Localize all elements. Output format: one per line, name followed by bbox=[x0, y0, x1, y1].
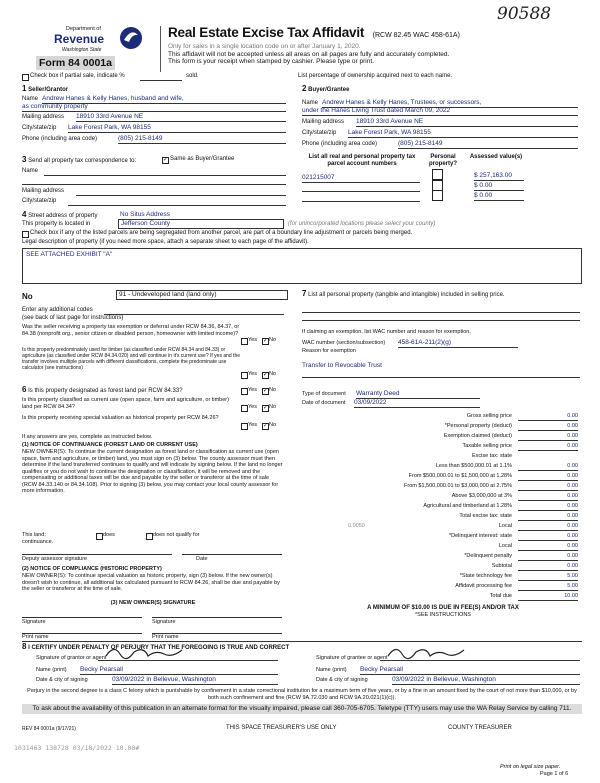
historic-no-checkbox[interactable]: ✓ bbox=[263, 423, 269, 429]
additional-codes-label: Enter any additional codes bbox=[22, 307, 93, 313]
section-5-number: No bbox=[22, 292, 33, 301]
buyer-name-line2[interactable]: under the Hanes Living Trust dated March 09, 2022 bbox=[302, 107, 578, 116]
dor-logo bbox=[22, 26, 162, 74]
land-does-not-label: does not qualify for bbox=[153, 532, 200, 538]
see-instructions: *SEE INSTRUCTIONS bbox=[415, 612, 471, 618]
legal-paper-note: Print on legal size paper. bbox=[500, 764, 561, 770]
seller-city-field[interactable]: Lake Forest Park, WA 98155 bbox=[68, 124, 286, 133]
historic-yes-label: Yes bbox=[248, 422, 257, 428]
header-note-3: This form is your receipt when stamped by cashier. Please type or print. bbox=[168, 58, 374, 65]
seller-city-label: City/state/zip bbox=[22, 125, 57, 131]
buyer-name-label: Name bbox=[302, 100, 319, 106]
header-note-1: Only for sales in a single location code on or after January 1, 2020. bbox=[168, 43, 361, 50]
legal-description-label: Legal description of property (if you need more space, attach a separate sheet to each page of the affidavit). bbox=[22, 239, 309, 245]
grantor-name-field[interactable]: Becky Pearsall bbox=[80, 666, 278, 675]
tax-row-exemption: Exemption claimed (deduct) 0.00 bbox=[443, 433, 578, 439]
personal-property-col-header: Personal property? bbox=[428, 154, 457, 167]
timber-yes-checkbox[interactable] bbox=[241, 372, 248, 379]
state-label: Washington State bbox=[62, 47, 102, 53]
historic-question: Is this property receiving special valuation as historical property per RCW 84.26? bbox=[22, 415, 219, 421]
same-as-buyer-label: Same as Buyer/Grantee bbox=[170, 156, 235, 162]
current-use-yes-label: Yes bbox=[248, 404, 257, 410]
treasurer-use-label: THIS SPACE TREASURER'S USE ONLY bbox=[226, 725, 337, 731]
buyer-city-field[interactable]: Lake Forest Park, WA 98155 bbox=[348, 129, 578, 138]
dor-emblem-icon bbox=[118, 26, 144, 50]
tax-row-agricultural: Agricultural and timberland at 1.28% 0.00 bbox=[423, 503, 578, 509]
partial-sale-checkbox[interactable] bbox=[22, 74, 29, 81]
wac-field[interactable]: 458-61A-211(2)(g) bbox=[398, 339, 518, 348]
buyer-mail-label: Mailing address bbox=[302, 119, 345, 125]
timber-yes-label: Yes bbox=[248, 371, 257, 377]
local-rate: 0.0050 bbox=[348, 523, 365, 529]
corr-mail-label: Mailing address bbox=[22, 188, 65, 194]
see-back-label: (see back of last page for instructions) bbox=[22, 315, 124, 321]
timber-no-label: No bbox=[269, 371, 277, 377]
rcw-reference: (RCW 82.45 WAC 458-61A) bbox=[372, 32, 460, 39]
revision-label: REV 84 0001a (9/17/21) bbox=[22, 726, 76, 732]
seller-phone-field[interactable]: (805) 215-8149 bbox=[118, 135, 286, 144]
tax-row-processing-fee: Affidavit processing fee 5.00 bbox=[455, 583, 578, 589]
tax-row-gross: Gross selling price 0.00 bbox=[466, 413, 578, 419]
current-use-no-label: No bbox=[269, 404, 277, 410]
grantee-name-label: Name (print) bbox=[316, 667, 347, 673]
grantee-date-field[interactable]: 03/09/2022 in Bellevue, Washington bbox=[392, 676, 580, 685]
grantee-signature-label: Signature of grantee or agent bbox=[316, 655, 388, 661]
timber-question: Is this property predominately used for timber (as classified under RCW 84.34 and 84.33) or agriculture (as classified under RCW 84.34.020) and will continue in it's current use? If yes and the transfer involves multiple parcels with different classifications, complete the predominate use calculator (see instructions) bbox=[22, 347, 241, 371]
county-select[interactable]: Jefferson County bbox=[118, 219, 284, 229]
new-owner-signature-heading: (3) NEW OWNER(S) SIGNATURE bbox=[110, 600, 196, 606]
grantor-date-field[interactable]: 03/09/2022 in Bellevue, Washington bbox=[112, 676, 278, 685]
street-address-field[interactable]: No Situs Address bbox=[120, 211, 280, 220]
buyer-phone-field[interactable]: (805) 215-8149 bbox=[398, 140, 578, 149]
land-does-not-checkbox[interactable] bbox=[146, 533, 153, 540]
exemption-no-checkbox[interactable]: ✓ bbox=[263, 338, 269, 344]
assessed-value-col-header: Assessed value(s) bbox=[469, 154, 523, 160]
forest-land-question: 6 Is this property designated as forest land per RCW 84.33? bbox=[22, 385, 183, 394]
header-note-2: This affidavit will not be accepted unless all areas on all pages are fully and accurately completed. bbox=[168, 50, 450, 58]
notice-continuance-title: (1) NOTICE OF CONTINUANCE (FOREST LAND OR CURRENT USE) bbox=[22, 442, 198, 448]
buyer-name-line1[interactable]: Andrew Hanes & Kelly Hanes, Trustees, or successors, bbox=[322, 99, 578, 108]
any-yes-note: If any answers are yes, complete as instructed below. bbox=[22, 434, 153, 440]
forest-yes-label: Yes bbox=[248, 387, 257, 393]
located-in-label: This property is located in bbox=[22, 221, 91, 227]
tax-row-total-state: Total excise tax: state 0.00 bbox=[459, 513, 578, 519]
tax-correspondence-label: 3 Send all property tax correspondence to: bbox=[22, 155, 137, 164]
partial-sold-label: sold. bbox=[186, 73, 199, 79]
exemption-reason-label: Reason for exemption bbox=[302, 348, 356, 354]
tax-row-tier1: Less than $500,000.01 at 1.1% 0.00 bbox=[435, 463, 578, 469]
seller-mail-field[interactable]: 18910 33rd Avenue NE bbox=[76, 113, 286, 122]
personal-property-list-label: 7 List all personal property (tangible and intangible) included in selling price. bbox=[302, 289, 505, 298]
form-number: Form 84 0001a bbox=[36, 56, 115, 70]
street-address-label: 4 Street address of property bbox=[22, 210, 98, 219]
tax-row-delinquent-interest-local: Local 0.00 bbox=[498, 543, 578, 549]
doc-date-label: Date of document bbox=[302, 400, 346, 406]
grantee-date-label: Date & city of signing bbox=[316, 677, 368, 683]
tax-row-tier3: From $1,500,000.01 to $3,000,000 at 2.75% 0.00 bbox=[404, 483, 578, 489]
forest-yes-checkbox[interactable] bbox=[241, 388, 248, 395]
wac-label: WAC number (section/subsection) bbox=[302, 340, 386, 346]
dept-label: Department of bbox=[66, 26, 101, 32]
notice-compliance-body: NEW OWNER(S): To continue special valuation as historic property, sign (3) below. If the new owner(s) doesn't wish to continue, all additional tax calculated pursuant to RCW 84.26, shall be due and payable by the seller or transferor at the time of sale. bbox=[22, 573, 280, 592]
tax-row-delinquent-penalty: *Delinquent penalty 0.00 bbox=[464, 553, 578, 559]
land-does-label: does bbox=[103, 532, 115, 538]
parcel-col-header: List all real and personal property tax parcel account numbers bbox=[308, 154, 416, 167]
tax-row-local: 0.0050 Local 0.00 bbox=[348, 523, 578, 529]
alt-format-notice: To ask about the availability of this publication in an alternate format for the visually impaired, please call 360-705-6705. Teletype (TTY) users may use the WA Relay Service by calling 711. bbox=[22, 704, 582, 714]
current-use-yes-checkbox[interactable] bbox=[241, 405, 248, 412]
current-use-question: Is this property classified as current use (open space, farm and agriculture, or timber) land per RCW 84.34? bbox=[22, 397, 229, 410]
current-use-no-checkbox[interactable]: ✓ bbox=[263, 405, 269, 411]
seller-name-label: Name bbox=[22, 96, 39, 102]
parcel-number-2[interactable] bbox=[302, 184, 420, 192]
buyer-city-label: City/state/zip bbox=[302, 130, 337, 136]
historic-no-label: No bbox=[269, 422, 277, 428]
buyer-heading: 2 Buyer/Grantee bbox=[302, 84, 350, 93]
exemption-yes-label: Yes bbox=[248, 337, 257, 343]
corr-city-label: City/state/zip bbox=[22, 198, 57, 204]
tax-row-tier4: Above $3,000,000 at 3% 0.00 bbox=[451, 493, 578, 499]
grantee-signature[interactable] bbox=[380, 646, 580, 661]
seller-phone-label: Phone (including area code) bbox=[22, 136, 98, 142]
doc-date-field[interactable]: 03/09/2022 bbox=[354, 399, 480, 408]
owner-signature-label-2: Signature bbox=[152, 619, 176, 625]
historic-yes-checkbox[interactable] bbox=[241, 423, 248, 430]
same-as-buyer-checkbox[interactable]: ✓ bbox=[163, 157, 169, 163]
parcel-number-1[interactable]: 021215007 bbox=[302, 174, 420, 183]
tax-table bbox=[302, 412, 584, 602]
treasurer-stamp: 1031463 138728 03/18/2022 10.00# bbox=[14, 744, 140, 752]
notice-compliance-title: (2) NOTICE OF COMPLIANCE (HISTORIC PROPERTY) bbox=[22, 566, 162, 572]
forest-no-label: No bbox=[269, 387, 277, 393]
boundary-checkbox[interactable] bbox=[22, 231, 29, 238]
tax-row-technology-fee: *State technology fee 5.00 bbox=[459, 573, 578, 579]
owner-print-name-label-2: Print name bbox=[152, 634, 179, 640]
owner-signature-label-1: Signature bbox=[22, 619, 46, 625]
assessed-value-2[interactable]: $ 0.00 bbox=[474, 182, 524, 191]
forest-no-checkbox[interactable]: ✓ bbox=[263, 388, 269, 394]
doc-type-label: Type of document bbox=[302, 391, 346, 397]
assessed-value-3[interactable]: $ 0.00 bbox=[474, 192, 524, 201]
continuance-label: continuance. bbox=[22, 539, 54, 545]
tax-row-excise-heading: Excise tax: state bbox=[471, 453, 512, 459]
seller-mail-label: Mailing address bbox=[22, 114, 65, 120]
deputy-signature-label: Deputy assessor signature bbox=[22, 556, 88, 562]
handwritten-document-number: 90588 bbox=[497, 4, 552, 24]
tax-row-taxable: Taxable selling price 0.00 bbox=[462, 443, 578, 449]
notice-continuance-body: NEW OWNER(S): To continue the current designation as forest land or classification as current use (open space, farm and agriculture, or timber) land, you must sign on (3) below. The county assessor must then determine if the land transferred continues to qualify and will indicate by signing below. If the land no longer qualifies or you do not wish to continue the designation or classification, it will be removed and the compensating or additional taxes will be due and payable by the seller or transferor at the time of sale (RCW 84.33.140 or 84.34.108). Prior to signing (3) below, you may contact your local county assessor for more information. bbox=[22, 449, 283, 494]
buyer-phone-label: Phone (including area code) bbox=[302, 141, 378, 147]
personal-property-checkbox-1[interactable] bbox=[432, 169, 443, 180]
assessed-value-1[interactable]: $ 257,163.00 bbox=[474, 172, 524, 181]
buyer-mail-field[interactable]: 18910 33rd Avenue NE bbox=[356, 118, 578, 127]
owner-print-name-label-1: Print name bbox=[22, 634, 49, 640]
tax-row-subtotal: Subtotal 0.00 bbox=[491, 563, 578, 569]
this-land-label: This land: bbox=[22, 532, 46, 538]
grantor-signature-label: Signature of grantor or agent bbox=[36, 655, 107, 661]
tax-row-total-due: Total due 10.00 bbox=[489, 593, 578, 599]
exemption-reason-field[interactable]: Transfer to Revocable Trust bbox=[302, 362, 382, 369]
revenue-label: Revenue bbox=[54, 32, 105, 46]
exemption-yes-checkbox[interactable] bbox=[241, 338, 248, 345]
located-note: (for unincorporated locations please select your county) bbox=[288, 221, 436, 227]
timber-no-checkbox[interactable]: ✓ bbox=[263, 372, 269, 378]
perjury-notice: Perjury in the second degree is a class C felony which is punishable by confinement in a state correctional institution for a maximum term of five years, or by a fine in an amount fixed by the court of not more than $10,000, or by both such confinement and fine (RCW 9A.72.030 and RCW 9A.20.021(1)(c)). bbox=[27, 688, 577, 701]
tax-row-personal: *Personal property (deduct) 0.00 bbox=[444, 423, 578, 429]
grantor-date-label: Date & city of signing bbox=[36, 677, 88, 683]
doc-type-field[interactable]: Warranty Deed bbox=[356, 390, 480, 399]
parcel-number-3[interactable] bbox=[302, 194, 420, 202]
tax-row-delinquent-interest-state: *Delinquent interest: state 0.00 bbox=[449, 533, 578, 539]
grantor-name-label: Name (print) bbox=[36, 667, 67, 673]
seller-name-line1[interactable]: Andrew Hanes & Kelly Hanes, husband and wife, bbox=[42, 95, 286, 104]
page-number: Page 1 of 6 bbox=[540, 771, 569, 777]
partial-sale-label: Check box if partial sale, indicate % bbox=[30, 73, 125, 79]
tax-row-tier2: From $500,000.01 to $1,500,000 at 1.28% 0.00 bbox=[408, 473, 578, 479]
exemption-question: Was the seller receiving a property tax exemption or deferral under RCW 84.36, 84.37, or 84.38 (nonprofit org., senior citizen or disabled person, homeowner with limited income)? bbox=[22, 324, 240, 337]
certify-statement: 8 I CERTIFY UNDER PENALTY OF PERJURY THAT THE FOREGOING IS TRUE AND CORRECT bbox=[22, 642, 290, 651]
land-use-select[interactable]: 91 - Undeveloped land (land only) bbox=[116, 290, 288, 300]
deputy-date-label: Date bbox=[196, 556, 208, 562]
personal-property-checkbox-3[interactable] bbox=[432, 190, 443, 201]
seller-name-line2[interactable]: as community property bbox=[22, 103, 286, 112]
county-treasurer-label: COUNTY TREASURER bbox=[448, 725, 512, 731]
grantor-signature[interactable] bbox=[98, 646, 278, 661]
grantor-signature-scribble bbox=[104, 644, 184, 660]
land-does-checkbox[interactable] bbox=[96, 533, 103, 540]
legal-description-field[interactable]: SEE ATTACHED EXHIBIT "A" bbox=[22, 248, 582, 284]
grantee-signature-scribble bbox=[386, 644, 466, 660]
seller-heading: 1 Seller/Grantor bbox=[22, 84, 69, 93]
corr-name-label: Name bbox=[22, 168, 39, 174]
form-header bbox=[168, 24, 588, 66]
grantee-name-field[interactable]: Becky Pearsall bbox=[360, 666, 580, 675]
exemption-claim-label: If claiming an exemption, list WAC number and reason for exemption. bbox=[302, 329, 471, 335]
exemption-no-label: No bbox=[269, 337, 277, 343]
minimum-due-notice: A MINIMUM OF $10.00 IS DUE IN FEE(S) AND/OR TAX bbox=[367, 605, 519, 611]
boundary-label: Check box if any of the listed parcels are being segregated from another parcel, are part of a boundary line adjustment or parcels being merged. bbox=[30, 230, 413, 236]
form-title: Real Estate Excise Tax Affidavit bbox=[168, 25, 365, 40]
ownership-pct-label: List percentage of ownership acquired next to each name. bbox=[298, 73, 453, 79]
